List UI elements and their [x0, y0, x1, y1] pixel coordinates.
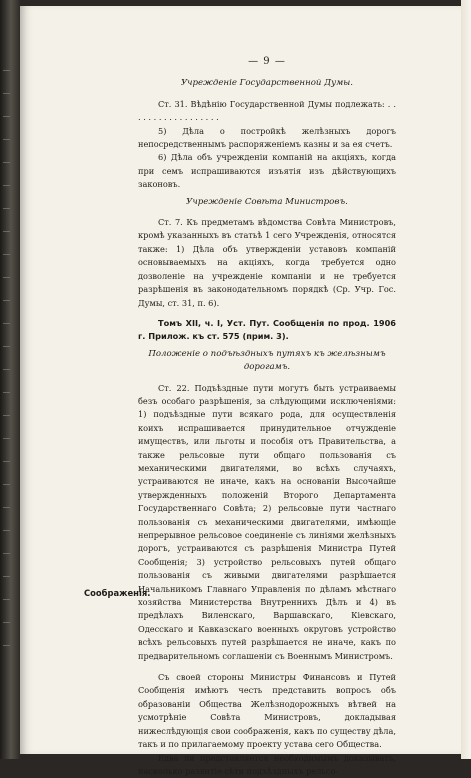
duma-heading: Учрежденіе Государственной Думы.: [138, 77, 396, 90]
spine-marks: [3, 70, 15, 668]
book-spine: [0, 0, 20, 759]
margin-note: Соображенія.: [84, 588, 150, 598]
page-content: [138, 55, 396, 778]
sidings-heading: Положеніе о подъѣздныхъ путяхъ къ желѣзнымъ дорогамъ.: [138, 348, 396, 375]
duma-paragraph-1: Ст. 31. Вѣдѣнію Государственной Думы подлежать: . . . . . . . . . . . . . . . . . .: [138, 98, 396, 125]
considerations-paragraph-1: Съ своей стороны Министры Финансовъ и Путей Сообщенія имѣютъ честь представить вопросъ объ образованіи Общества Желѣзнодорожныхъ вѣтвей на усмотрѣніе Совѣта Министровъ, докладывая нижеслѣдующія свои соображенія, какъ по существу дѣла, такъ и по прилагаемому проекту устава сего Общества.: [138, 671, 396, 751]
duma-paragraph-2: 5) Дѣла о постройкѣ желѣзныхъ дорогъ непосредственнымъ распоряженіемъ казны и за ея счетъ.: [138, 125, 396, 152]
page-edge: [461, 0, 471, 759]
considerations-paragraph-2: Едва ли представляется необходимымъ доказывать, насколько развитіе сѣти подъѣздныхъ рельсо-: [138, 752, 396, 778]
council-paragraph: Ст. 7. Къ предметамъ вѣдомства Совѣта Министровъ, кромѣ указанныхъ въ статьѣ 1 сего Учрежденія, относятся также: 1) Дѣла объ утвержденіи уставовъ компаній основываемыхъ на акціяхъ, когда требуется одно дозволеніе на учрежденіе компаніи и не требуется разрѣшенія въ законодательномъ порядкѣ (Ср. Учр. Гос. Думы, ст. 31, п. 6).: [138, 216, 396, 310]
volume-reference: Томъ XII, ч. I, Уст. Пут. Сообщенія по прод. 1906 г. Прилож. къ ст. 575 (прим. 3).: [138, 317, 396, 344]
council-heading: Учрежденіе Совѣта Министровъ.: [138, 196, 396, 209]
page-number: — 9 —: [138, 55, 396, 68]
duma-paragraph-3: 6) Дѣла объ учрежденіи компаній на акціяхъ, когда при семъ испрашиваются изъятія изъ дѣйствующихъ законовъ.: [138, 151, 396, 191]
sidings-paragraph: Ст. 22. Подъѣздные пути могутъ быть устраиваемы безъ особаго разрѣшенія, за слѣдующими исключеніями: 1) подъѣздные пути всякаго рода, для осуществленія коихъ испрашивается принудительное отчужденіе имуществъ, или льготы и пособія отъ Правительства, а также рельсовые пути общаго пользованія съ механическими двигателями, во всѣхъ случаяхъ, устраиваются не иначе, какъ на основаніи Высочайше утвержденныхъ положеній Второго Департамента Государственнаго Совѣта; 2) рельсовые пути частнаго пользованія съ механическими двигателями, имѣющіе непрерывное рельсовое соединеніе съ линіями желѣзныхъ дорогъ, устраиваются съ разрѣшенія Министра Путей Сообщенія; 3) устройство рельсовыхъ путей общаго пользованія съ живыми двигателями разрѣшается Начальникомъ Главнаго Управленія по дѣламъ мѣстнаго хозяйства Министерства Внутреннихъ Дѣлъ и 4) въ предѣлахъ Виленскаго, Варшавскаго, Кіевскаго, Одесскаго и Кавказскаго военныхъ округовъ устройство всѣхъ рельсовыхъ путей разрѣшается не иначе, какъ по предварительномъ соглашеніи съ Военнымъ Министромъ.: [138, 382, 396, 664]
